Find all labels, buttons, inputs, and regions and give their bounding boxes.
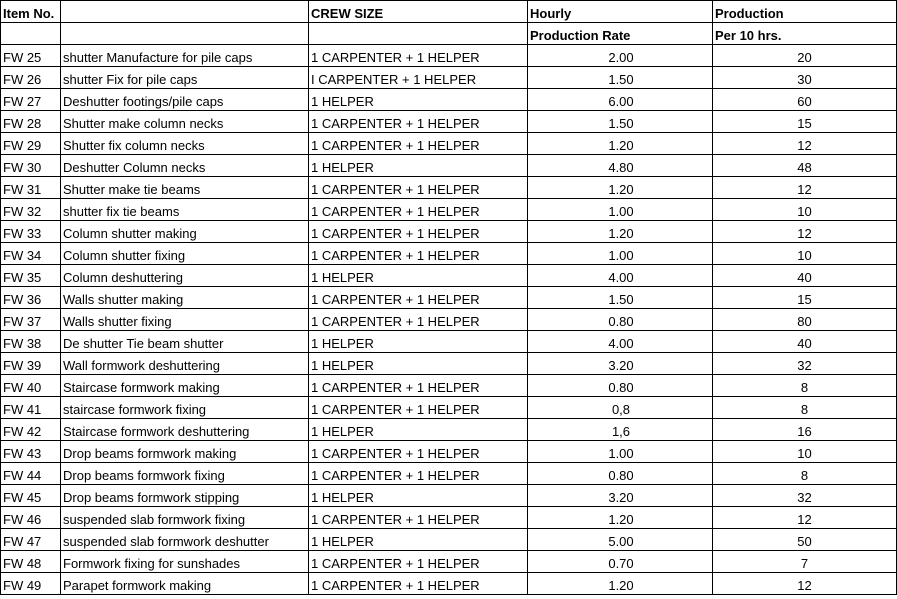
table-row — [1, 529, 897, 551]
item-no-cell[interactable]: FW 41 — [1, 397, 61, 419]
item-no-cell[interactable]: FW 30 — [1, 155, 61, 177]
item-no-cell[interactable]: FW 31 — [1, 177, 61, 199]
production-cell[interactable]: 80 — [713, 309, 897, 331]
hourly-rate-cell[interactable]: 0.70 — [528, 551, 713, 573]
item-no-cell[interactable]: FW 43 — [1, 441, 61, 463]
header-description-2[interactable] — [61, 23, 309, 45]
description-cell[interactable]: staircase formwork fixing — [61, 397, 309, 419]
table-row — [1, 45, 897, 67]
crew-size-cell[interactable]: 1 CARPENTER + 1 HELPER — [309, 221, 528, 243]
crew-size-cell[interactable]: 1 CARPENTER + 1 HELPER — [309, 199, 528, 221]
header-production-rate[interactable]: Production Rate — [528, 23, 713, 45]
table-row — [1, 177, 897, 199]
production-cell[interactable]: 50 — [713, 529, 897, 551]
table-row — [1, 199, 897, 221]
production-cell[interactable]: 48 — [713, 155, 897, 177]
table-row — [1, 331, 897, 353]
item-no-cell[interactable]: FW 36 — [1, 287, 61, 309]
hourly-rate-cell[interactable]: 1.50 — [528, 287, 713, 309]
hourly-rate-cell[interactable]: 6.00 — [528, 89, 713, 111]
header-description[interactable] — [61, 1, 309, 23]
crew-size-cell[interactable]: 1 HELPER — [309, 265, 528, 287]
table-row — [1, 243, 897, 265]
description-cell[interactable]: Deshutter Column necks — [61, 155, 309, 177]
hourly-rate-cell[interactable]: 1.00 — [528, 243, 713, 265]
crew-size-cell[interactable]: 1 HELPER — [309, 419, 528, 441]
production-cell[interactable]: 15 — [713, 111, 897, 133]
hourly-rate-cell[interactable]: 0.80 — [528, 375, 713, 397]
production-cell[interactable]: 40 — [713, 265, 897, 287]
description-cell[interactable]: Drop beams formwork making — [61, 441, 309, 463]
hourly-rate-cell[interactable]: 4.80 — [528, 155, 713, 177]
header-crew-size[interactable]: CREW SIZE — [309, 1, 528, 23]
crew-size-cell[interactable]: 1 CARPENTER + 1 HELPER — [309, 441, 528, 463]
description-cell[interactable]: Shutter make column necks — [61, 111, 309, 133]
hourly-rate-cell[interactable]: 2.00 — [528, 45, 713, 67]
hourly-rate-cell[interactable]: 4.00 — [528, 331, 713, 353]
description-cell[interactable]: Staircase formwork deshuttering — [61, 419, 309, 441]
table-row — [1, 485, 897, 507]
description-cell[interactable]: Column shutter fixing — [61, 243, 309, 265]
crew-size-cell[interactable]: 1 CARPENTER + 1 HELPER — [309, 309, 528, 331]
crew-size-cell[interactable]: 1 HELPER — [309, 331, 528, 353]
production-cell[interactable]: 12 — [713, 177, 897, 199]
table-row — [1, 265, 897, 287]
item-no-cell[interactable]: FW 46 — [1, 507, 61, 529]
table-row — [1, 463, 897, 485]
hourly-rate-cell[interactable]: 0.80 — [528, 463, 713, 485]
item-no-cell[interactable]: FW 34 — [1, 243, 61, 265]
header-row-2 — [1, 23, 897, 45]
table-row — [1, 67, 897, 89]
table-body — [1, 1, 897, 595]
hourly-rate-cell[interactable]: 1.20 — [528, 221, 713, 243]
production-cell[interactable]: 8 — [713, 463, 897, 485]
table-row — [1, 111, 897, 133]
hourly-rate-cell[interactable]: 1.50 — [528, 67, 713, 89]
description-cell[interactable]: shutter Fix for pile caps — [61, 67, 309, 89]
header-per-10-hrs[interactable]: Per 10 hrs. — [713, 23, 897, 45]
crew-size-cell[interactable]: 1 CARPENTER + 1 HELPER — [309, 375, 528, 397]
crew-size-cell[interactable]: 1 HELPER — [309, 529, 528, 551]
table-row — [1, 353, 897, 375]
production-cell[interactable]: 32 — [713, 485, 897, 507]
table-row — [1, 133, 897, 155]
description-cell[interactable]: Deshutter footings/pile caps — [61, 89, 309, 111]
description-cell[interactable]: Drop beams formwork stipping — [61, 485, 309, 507]
description-cell[interactable]: Shutter make tie beams — [61, 177, 309, 199]
item-no-cell[interactable]: FW 25 — [1, 45, 61, 67]
description-cell[interactable]: Staircase formwork making — [61, 375, 309, 397]
crew-size-cell[interactable]: 1 CARPENTER + 1 HELPER — [309, 45, 528, 67]
production-cell[interactable]: 8 — [713, 375, 897, 397]
item-no-cell[interactable]: FW 29 — [1, 133, 61, 155]
description-cell[interactable]: shutter Manufacture for pile caps — [61, 45, 309, 67]
hourly-rate-cell[interactable]: 1.20 — [528, 177, 713, 199]
item-no-cell[interactable]: FW 37 — [1, 309, 61, 331]
item-no-cell[interactable]: FW 44 — [1, 463, 61, 485]
description-cell[interactable]: Drop beams formwork fixing — [61, 463, 309, 485]
table-row — [1, 573, 897, 595]
description-cell[interactable]: Wall formwork deshuttering — [61, 353, 309, 375]
table-row — [1, 375, 897, 397]
table-row — [1, 309, 897, 331]
table-row — [1, 551, 897, 573]
hourly-rate-cell[interactable]: 0,8 — [528, 397, 713, 419]
item-no-cell[interactable]: FW 38 — [1, 331, 61, 353]
production-cell[interactable]: 12 — [713, 221, 897, 243]
header-production[interactable]: Production — [713, 1, 897, 23]
hourly-rate-cell[interactable]: 1.20 — [528, 133, 713, 155]
crew-size-cell[interactable]: 1 CARPENTER + 1 HELPER — [309, 287, 528, 309]
description-cell[interactable]: suspended slab formwork fixing — [61, 507, 309, 529]
item-no-cell[interactable]: FW 48 — [1, 551, 61, 573]
crew-size-cell[interactable]: 1 CARPENTER + 1 HELPER — [309, 397, 528, 419]
production-cell[interactable]: 7 — [713, 551, 897, 573]
production-cell[interactable]: 20 — [713, 45, 897, 67]
crew-size-cell[interactable]: 1 HELPER — [309, 155, 528, 177]
description-cell[interactable]: suspended slab formwork deshutter — [61, 529, 309, 551]
hourly-rate-cell[interactable]: 1.20 — [528, 573, 713, 595]
item-no-cell[interactable]: FW 26 — [1, 67, 61, 89]
item-no-cell[interactable]: FW 39 — [1, 353, 61, 375]
table-row — [1, 441, 897, 463]
crew-size-cell[interactable]: 1 HELPER — [309, 485, 528, 507]
item-no-cell[interactable]: FW 45 — [1, 485, 61, 507]
header-hourly[interactable]: Hourly — [528, 1, 713, 23]
hourly-rate-cell[interactable]: 0.80 — [528, 309, 713, 331]
item-no-cell[interactable]: FW 32 — [1, 199, 61, 221]
description-cell[interactable]: shutter fix tie beams — [61, 199, 309, 221]
description-cell[interactable]: Formwork fixing for sunshades — [61, 551, 309, 573]
item-no-cell[interactable]: FW 40 — [1, 375, 61, 397]
description-cell[interactable]: Shutter fix column necks — [61, 133, 309, 155]
crew-size-cell[interactable]: 1 CARPENTER + 1 HELPER — [309, 177, 528, 199]
table-row — [1, 287, 897, 309]
table-row — [1, 397, 897, 419]
hourly-rate-cell[interactable]: 3.20 — [528, 485, 713, 507]
hourly-rate-cell[interactable]: 4.00 — [528, 265, 713, 287]
description-cell[interactable]: Column shutter making — [61, 221, 309, 243]
table-row — [1, 507, 897, 529]
production-cell[interactable]: 12 — [713, 507, 897, 529]
item-no-cell[interactable]: FW 35 — [1, 265, 61, 287]
production-cell[interactable]: 60 — [713, 89, 897, 111]
table-row — [1, 89, 897, 111]
item-no-cell[interactable]: FW 47 — [1, 529, 61, 551]
table-row — [1, 221, 897, 243]
crew-size-cell[interactable]: 1 CARPENTER + 1 HELPER — [309, 243, 528, 265]
crew-size-cell[interactable]: 1 CARPENTER + 1 HELPER — [309, 573, 528, 595]
production-cell[interactable]: 12 — [713, 133, 897, 155]
crew-size-cell[interactable]: 1 CARPENTER + 1 HELPER — [309, 507, 528, 529]
item-no-cell[interactable]: FW 28 — [1, 111, 61, 133]
hourly-rate-cell[interactable]: 3.20 — [528, 353, 713, 375]
crew-size-cell[interactable]: 1 CARPENTER + 1 HELPER — [309, 463, 528, 485]
description-cell[interactable]: Column deshuttering — [61, 265, 309, 287]
crew-size-cell[interactable]: I CARPENTER + 1 HELPER — [309, 67, 528, 89]
description-cell[interactable]: Parapet formwork making — [61, 573, 309, 595]
crew-size-cell[interactable]: 1 CARPENTER + 1 HELPER — [309, 551, 528, 573]
item-no-cell[interactable]: FW 49 — [1, 573, 61, 595]
hourly-rate-cell[interactable]: 1.00 — [528, 441, 713, 463]
production-cell[interactable]: 10 — [713, 441, 897, 463]
header-row-1 — [1, 1, 897, 23]
hourly-rate-cell[interactable]: 1.00 — [528, 199, 713, 221]
production-cell[interactable]: 8 — [713, 397, 897, 419]
description-cell[interactable]: Walls shutter making — [61, 287, 309, 309]
hourly-rate-cell[interactable]: 5.00 — [528, 529, 713, 551]
header-item-no-2[interactable] — [1, 23, 61, 45]
production-cell[interactable]: 30 — [713, 67, 897, 89]
table-row — [1, 419, 897, 441]
hourly-rate-cell[interactable]: 1.20 — [528, 507, 713, 529]
item-no-cell[interactable]: FW 27 — [1, 89, 61, 111]
item-no-cell[interactable]: FW 42 — [1, 419, 61, 441]
production-cell[interactable]: 16 — [713, 419, 897, 441]
header-crew-size-2[interactable] — [309, 23, 528, 45]
header-item-no[interactable]: Item No. — [1, 1, 61, 23]
hourly-rate-cell[interactable]: 1,6 — [528, 419, 713, 441]
item-no-cell[interactable]: FW 33 — [1, 221, 61, 243]
crew-size-cell[interactable]: 1 HELPER — [309, 353, 528, 375]
crew-size-cell[interactable]: 1 CARPENTER + 1 HELPER — [309, 111, 528, 133]
description-cell[interactable]: Walls shutter fixing — [61, 309, 309, 331]
crew-size-cell[interactable]: 1 CARPENTER + 1 HELPER — [309, 133, 528, 155]
production-cell[interactable]: 32 — [713, 353, 897, 375]
production-cell[interactable]: 40 — [713, 331, 897, 353]
hourly-rate-cell[interactable]: 1.50 — [528, 111, 713, 133]
table-row — [1, 155, 897, 177]
production-cell[interactable]: 15 — [713, 287, 897, 309]
crew-size-cell[interactable]: 1 HELPER — [309, 89, 528, 111]
production-cell[interactable]: 10 — [713, 199, 897, 221]
description-cell[interactable]: De shutter Tie beam shutter — [61, 331, 309, 353]
production-cell[interactable]: 10 — [713, 243, 897, 265]
production-cell[interactable]: 12 — [713, 573, 897, 595]
